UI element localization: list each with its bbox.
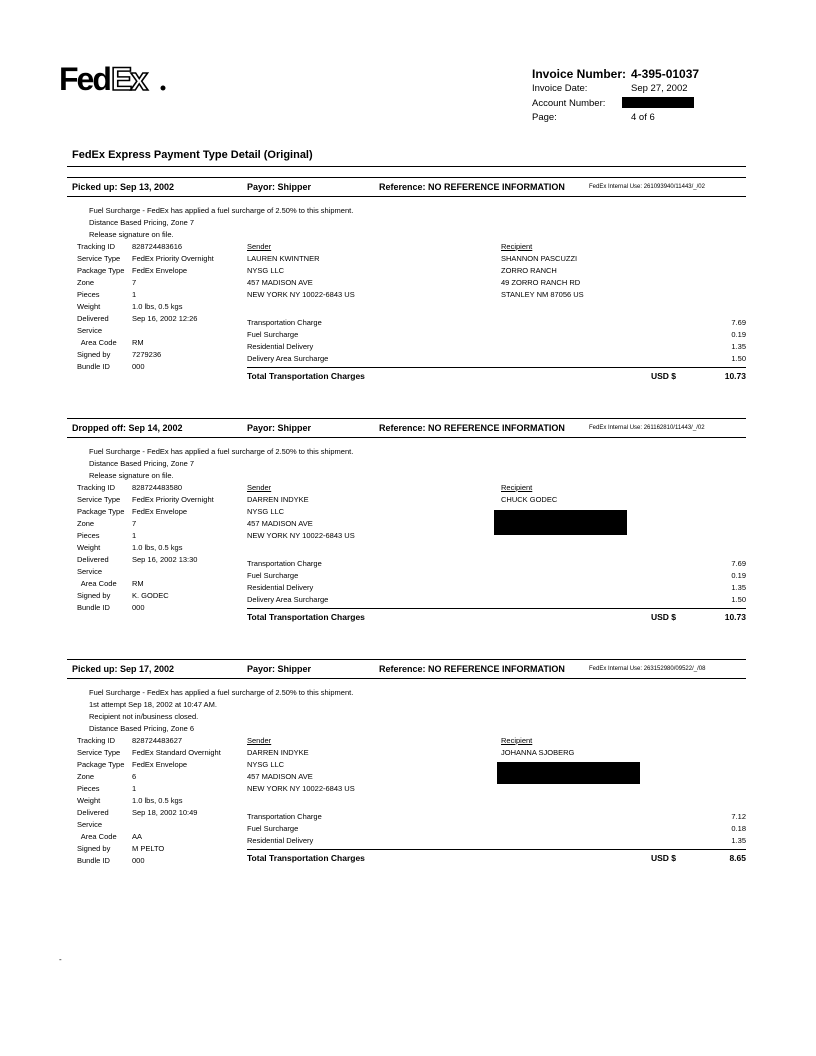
payor: Payor: Shipper [247,182,312,192]
charge-row [247,353,746,365]
charge-label: Fuel Surcharge [247,330,299,339]
invoice-date-label: Invoice Date: [532,83,588,94]
charges-list [247,811,746,847]
note-line: Distance Based Pricing, Zone 7 [89,459,195,468]
detail-values [132,241,214,373]
sender-line: 457 MADISON AVE [247,278,313,287]
recipient-block [501,482,557,506]
total-amount: 10.73 [724,612,746,622]
charge-row [247,329,746,341]
section-header-rule [67,678,746,679]
charge-label: Residential Delivery [247,583,314,592]
detail-label: Bundle ID [77,603,110,612]
sender-block [247,735,355,795]
detail-label: Zone [77,772,95,781]
total-amount: 10.73 [724,371,746,381]
charge-label: Fuel Surcharge [247,824,299,833]
charges-list [247,558,746,606]
sender-line: NEW YORK NY 10022-6843 US [247,784,355,793]
detail-label: Bundle ID [77,362,110,371]
detail-value: FedEx Priority Overnight [132,254,214,263]
detail-label: Pieces [77,531,100,540]
charge-amount: 1.35 [731,342,746,351]
charge-row [247,558,746,570]
total-currency: USD $ [651,371,677,381]
charge-amount: 0.19 [731,571,746,580]
detail-values [132,482,214,614]
detail-value: 1 [132,531,137,540]
detail-value: RM [132,579,144,588]
recipient-line: CHUCK GODEC [501,495,558,504]
charge-row [247,582,746,594]
detail-labels [77,482,124,614]
charge-amount: 7.69 [731,559,746,568]
note-line: Release signature on file. [89,230,174,239]
detail-label: Signed by [77,591,111,600]
detail-label: Area Code [77,579,117,588]
charge-label: Delivery Area Surcharge [247,595,329,604]
detail-value: FedEx Priority Overnight [132,495,214,504]
sender-line: NEW YORK NY 10022-6843 US [247,290,355,299]
document-title: FedEx Express Payment Type Detail (Original) [72,149,313,161]
charge-label: Residential Delivery [247,836,314,845]
note-line: Distance Based Pricing, Zone 6 [89,724,195,733]
charges-list [247,317,746,365]
recipient-line: STANLEY NM 87056 US [501,290,584,299]
recipient-label: Recipient [501,736,533,745]
detail-label: Signed by [77,350,111,359]
detail-value: AA [132,832,143,841]
charge-label: Delivery Area Surcharge [247,354,329,363]
charge-amount: 1.35 [731,583,746,592]
detail-value: 000 [132,362,145,371]
detail-value: FedEx Standard Overnight [132,748,221,757]
charge-row [247,317,746,329]
detail-label: Package Type [77,507,125,516]
detail-label: Service [77,820,103,829]
recipient-line: SHANNON PASCUZZI [501,254,578,263]
pickup-date: Dropped off: Sep 14, 2002 [72,423,183,433]
total-rule [247,849,746,850]
footer-mark: - [59,955,62,964]
svg-text:Ex: Ex [111,61,147,96]
charge-amount: 0.19 [731,330,746,339]
charge-amount: 7.69 [731,318,746,327]
charge-label: Transportation Charge [247,318,322,327]
detail-value: Sep 16, 2002 12:26 [132,314,198,323]
svg-text:Fed: Fed [59,61,110,96]
total-currency: USD $ [651,853,677,863]
section-top-rule [67,177,746,178]
sender-line: DARREN INDYKE [247,495,309,504]
detail-value: 000 [132,603,145,612]
sender-block [247,482,355,542]
detail-value [132,325,214,337]
sender-line: 457 MADISON AVE [247,519,313,528]
detail-label: Weight [77,796,101,805]
internal-use: FedEx Internal Use: 261162810/11443/_/02 [589,425,705,431]
charge-row [247,594,746,606]
charge-row [247,811,746,823]
charge-row [247,835,746,847]
charge-row [247,570,746,582]
sender-line: DARREN INDYKE [247,748,309,757]
invoice-date: Sep 27, 2002 [631,83,688,94]
detail-values [132,735,221,867]
charge-label: Fuel Surcharge [247,571,299,580]
charge-amount: 0.18 [731,824,746,833]
page-label: Page: [532,112,557,123]
detail-value: 7 [132,519,137,528]
sender-line: NYSG LLC [247,760,285,769]
detail-label: Delivered [77,808,109,817]
detail-value: FedEx Envelope [132,507,188,516]
detail-label: Zone [77,519,95,528]
internal-use: FedEx Internal Use: 261093940/11443/_/02 [589,184,705,190]
detail-value: 7 [132,278,137,287]
sender-line: LAUREN KWINTNER [247,254,320,263]
payor: Payor: Shipper [247,423,312,433]
detail-value: 1 [132,784,137,793]
charge-row [247,823,746,835]
sender-label: Sender [247,736,272,745]
total-label: Total Transportation Charges [247,853,365,863]
reference: Reference: NO REFERENCE INFORMATION [379,182,565,192]
detail-value [132,566,214,578]
detail-value [132,819,221,831]
note-line: Recipient not in/business closed. [89,712,199,721]
detail-label: Bundle ID [77,856,110,865]
shipment-notes [89,687,353,735]
detail-value: 828724483616 [132,242,183,251]
total-rule [247,608,746,609]
total-label: Total Transportation Charges [247,371,365,381]
total-currency: USD $ [651,612,677,622]
detail-value: 828724483580 [132,483,183,492]
note-line: 1st attempt Sep 18, 2002 at 10:47 AM. [89,700,218,709]
detail-label: Service Type [77,495,121,504]
pickup-date: Picked up: Sep 17, 2002 [72,664,175,674]
fedex-logo [59,60,169,96]
detail-value: Sep 18, 2002 10:49 [132,808,198,817]
recipient-line: 49 ZORRO RANCH RD [501,278,581,287]
account-number-label: Account Number: [532,98,606,109]
section-top-rule [67,659,746,660]
detail-value: 1.0 lbs, 0.5 kgs [132,543,183,552]
internal-use: FedEx Internal Use: 263152980/09522/_/08 [589,666,706,672]
note-line: Release signature on file. [89,471,174,480]
recipient-block [501,735,574,759]
recipient-address-redaction [497,762,640,784]
detail-value: FedEx Envelope [132,266,188,275]
total-label: Total Transportation Charges [247,612,365,622]
section-top-rule [67,418,746,419]
detail-label: Pieces [77,290,100,299]
detail-label: Weight [77,302,101,311]
total-amount: 8.65 [729,853,746,863]
detail-label: Package Type [77,266,125,275]
title-divider [67,166,746,167]
detail-value: RM [132,338,144,347]
detail-value: M PELTO [132,844,165,853]
detail-label: Signed by [77,844,111,853]
detail-value: 000 [132,856,145,865]
charge-label: Transportation Charge [247,812,322,821]
charge-label: Transportation Charge [247,559,322,568]
sender-line: NYSG LLC [247,507,285,516]
detail-label: Weight [77,543,101,552]
note-line: Fuel Surcharge - FedEx has applied a fuel surcharge of 2.50% to this shipment. [89,447,354,456]
detail-label: Area Code [77,338,117,347]
detail-value: 828724483627 [132,736,183,745]
charge-label: Residential Delivery [247,342,314,351]
detail-value: 1.0 lbs, 0.5 kgs [132,302,183,311]
total-rule [247,367,746,368]
invoice-number-label: Invoice Number: [532,67,627,81]
recipient-line: ZORRO RANCH [501,266,557,275]
detail-label: Service [77,567,103,576]
reference: Reference: NO REFERENCE INFORMATION [379,664,565,674]
reference: Reference: NO REFERENCE INFORMATION [379,423,565,433]
detail-label: Zone [77,278,95,287]
detail-value: Sep 16, 2002 13:30 [132,555,198,564]
sender-line: NEW YORK NY 10022-6843 US [247,531,355,540]
payor: Payor: Shipper [247,664,312,674]
detail-label: Tracking ID [77,242,116,251]
detail-label: Pieces [77,784,100,793]
sender-label: Sender [247,483,272,492]
page-number: 4 of 6 [631,112,655,123]
detail-value: 1.0 lbs, 0.5 kgs [132,796,183,805]
charge-amount: 1.50 [731,354,746,363]
note-line: Distance Based Pricing, Zone 7 [89,218,195,227]
detail-value: 1 [132,290,137,299]
sender-line: NYSG LLC [247,266,285,275]
detail-value: 7279236 [132,350,162,359]
detail-label: Delivered [77,314,109,323]
note-line: Fuel Surcharge - FedEx has applied a fuel surcharge of 2.50% to this shipment. [89,688,354,697]
invoice-number: 4-395-01037 [631,67,700,81]
detail-label: Tracking ID [77,736,116,745]
recipient-line: JOHANNA SJOBERG [501,748,575,757]
detail-label: Package Type [77,760,125,769]
shipment-notes [89,446,353,482]
detail-labels [77,735,124,867]
detail-label: Tracking ID [77,483,116,492]
charge-row [247,341,746,353]
account-number-redaction [622,97,694,108]
charge-amount: 7.12 [731,812,746,821]
charge-amount: 1.50 [731,595,746,604]
detail-value: K. GODEC [132,591,169,600]
detail-label: Area Code [77,832,117,841]
recipient-block [501,241,584,301]
sender-block [247,241,355,301]
pickup-date: Picked up: Sep 13, 2002 [72,182,175,192]
recipient-address-redaction [494,510,627,535]
detail-labels [77,241,124,373]
note-line: Fuel Surcharge - FedEx has applied a fuel surcharge of 2.50% to this shipment. [89,206,354,215]
detail-value: FedEx Envelope [132,760,188,769]
recipient-label: Recipient [501,242,533,251]
section-header-rule [67,196,746,197]
sender-label: Sender [247,242,272,251]
detail-label: Delivered [77,555,109,564]
shipment-notes [89,205,353,241]
recipient-label: Recipient [501,483,533,492]
detail-value: 6 [132,772,137,781]
sender-line: 457 MADISON AVE [247,772,313,781]
detail-label: Service [77,326,103,335]
charge-amount: 1.35 [731,836,746,845]
detail-label: Service Type [77,254,121,263]
section-header-rule [67,437,746,438]
detail-label: Service Type [77,748,121,757]
